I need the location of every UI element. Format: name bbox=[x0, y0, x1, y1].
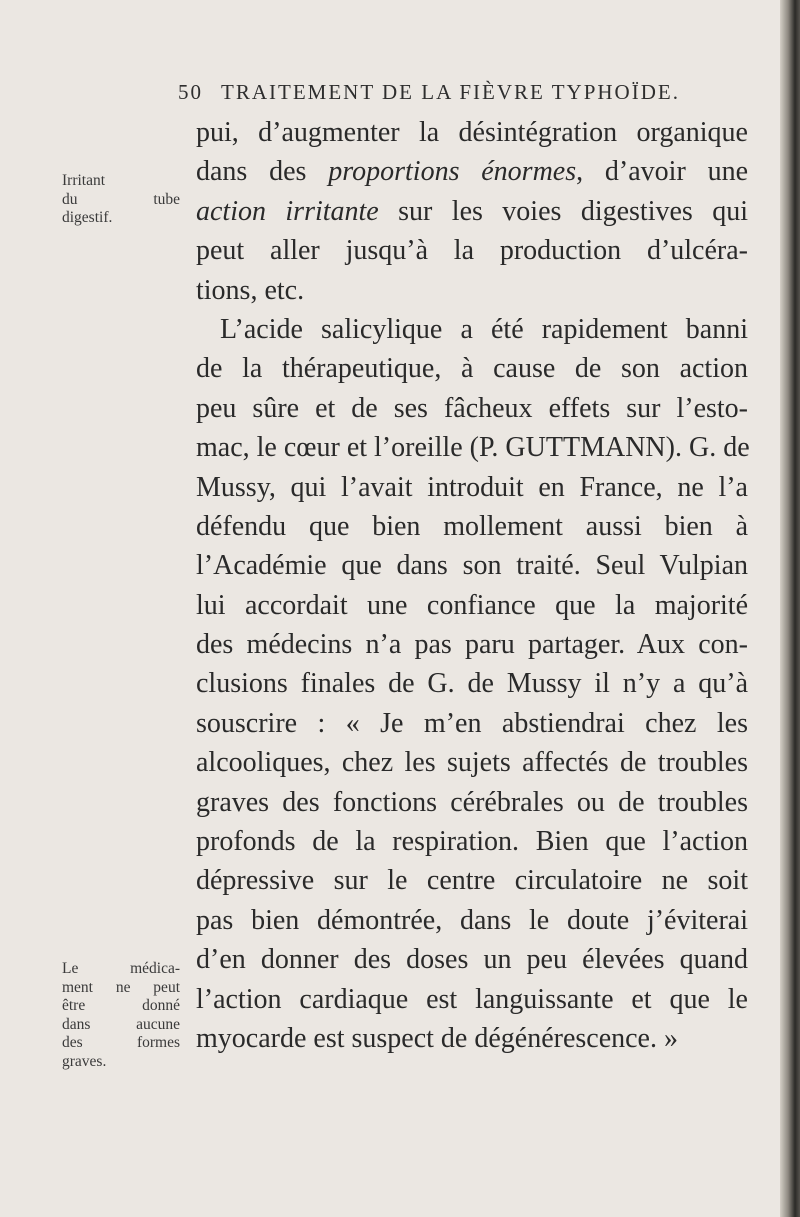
text-run: dans des bbox=[196, 156, 329, 188]
text-run: d’en donner des doses un peu élevées quand bbox=[196, 944, 748, 976]
body-text bbox=[196, 113, 748, 1058]
text-run: de la thérapeutique, à cause de son action bbox=[196, 353, 748, 385]
text-line bbox=[196, 113, 748, 152]
margin-note-line: être donné bbox=[62, 997, 180, 1014]
text-run: l’action cardiaque est languissante et que le bbox=[196, 983, 748, 1015]
text-line bbox=[196, 586, 748, 625]
text-run: souscrire : « Je m’en abstiendrai chez les bbox=[196, 707, 748, 739]
margin-note-line: digestif. bbox=[62, 209, 113, 226]
text-run: défendu que bien mollement aussi bien à bbox=[196, 510, 748, 542]
text-line bbox=[196, 704, 748, 743]
text-run: , d’avoir une bbox=[576, 156, 748, 188]
text-line bbox=[196, 625, 748, 664]
text-line bbox=[196, 822, 748, 861]
margin-note-line: Le médica- bbox=[62, 960, 180, 977]
text-line bbox=[196, 861, 748, 900]
margin-note-line: des formes bbox=[62, 1034, 180, 1051]
text-line bbox=[196, 664, 748, 703]
text-run: des médecins n’a pas paru partager. Aux con- bbox=[196, 629, 748, 661]
margin-note-line: ment ne peut bbox=[62, 978, 180, 996]
margin-note-line: du tube bbox=[62, 190, 180, 208]
book-spine-shadow bbox=[780, 0, 800, 1217]
italic-run: action irritante bbox=[196, 195, 379, 227]
text-run: Mussy, qui l’avait introduit en France, ne l’a bbox=[196, 471, 748, 503]
text-run: graves des fonctions cérébrales ou de troubles bbox=[196, 786, 748, 818]
text-line bbox=[196, 1019, 748, 1058]
text-run: lui accordait une confiance que la majorité bbox=[196, 589, 748, 621]
text-line bbox=[196, 192, 748, 231]
text-line bbox=[196, 507, 748, 546]
text-line bbox=[196, 310, 748, 349]
text-run: profonds de la respiration. Bien que l’action bbox=[196, 826, 748, 858]
text-line bbox=[196, 389, 748, 428]
margin-note-line: graves. bbox=[62, 1052, 107, 1070]
text-run: sur les voies digestives qui bbox=[378, 195, 749, 227]
page-number: 50 bbox=[178, 80, 203, 104]
text-line bbox=[196, 349, 748, 388]
margin-note-irritant bbox=[62, 172, 180, 228]
running-head bbox=[178, 80, 738, 105]
text-run: pui, d’augmenter la désintégration organique bbox=[196, 117, 748, 148]
text-line bbox=[196, 980, 748, 1019]
text-run: peu sûre et de ses fâcheux effets sur l’esto- bbox=[196, 392, 748, 424]
text-line bbox=[196, 546, 748, 585]
running-title: TRAITEMENT DE LA FIÈVRE TYPHOÏDE. bbox=[221, 80, 680, 104]
text-line bbox=[196, 152, 748, 191]
text-line bbox=[196, 940, 748, 979]
text-line bbox=[196, 271, 748, 310]
text-run: clusions finales de G. de Mussy il n’y a qu’à bbox=[196, 668, 748, 700]
text-line bbox=[196, 743, 748, 782]
text-run: alcooliques, chez les sujets affectés de troubles bbox=[196, 747, 748, 779]
margin-note-line: Irritant bbox=[62, 172, 106, 189]
italic-run: proportions énormes bbox=[328, 156, 577, 188]
text-run: tions, etc. bbox=[196, 274, 305, 306]
text-run: pas bien démontrée, dans le doute j’éviterai bbox=[196, 904, 748, 936]
text-line bbox=[196, 901, 748, 940]
text-run: peut aller jusqu’à la production d’ulcéra- bbox=[196, 235, 748, 267]
text-run: myocarde est suspect de dégénérescence. » bbox=[196, 1022, 678, 1054]
text-run: mac, le cœur et l’oreille (P. GUTTMANN). G. de bbox=[196, 432, 750, 464]
text-line bbox=[196, 231, 748, 270]
margin-note-line: dans aucune bbox=[62, 1015, 180, 1033]
text-line bbox=[196, 783, 748, 822]
text-line bbox=[196, 468, 748, 507]
text-run: l’Académie que dans son traité. Seul Vulpian bbox=[196, 550, 748, 582]
text-run: dépressive sur le centre circulatoire ne soit bbox=[196, 865, 748, 897]
text-line bbox=[196, 428, 748, 467]
margin-note-medicament bbox=[62, 960, 180, 1071]
text-run: L’acide salicylique a été rapidement banni bbox=[220, 313, 748, 345]
